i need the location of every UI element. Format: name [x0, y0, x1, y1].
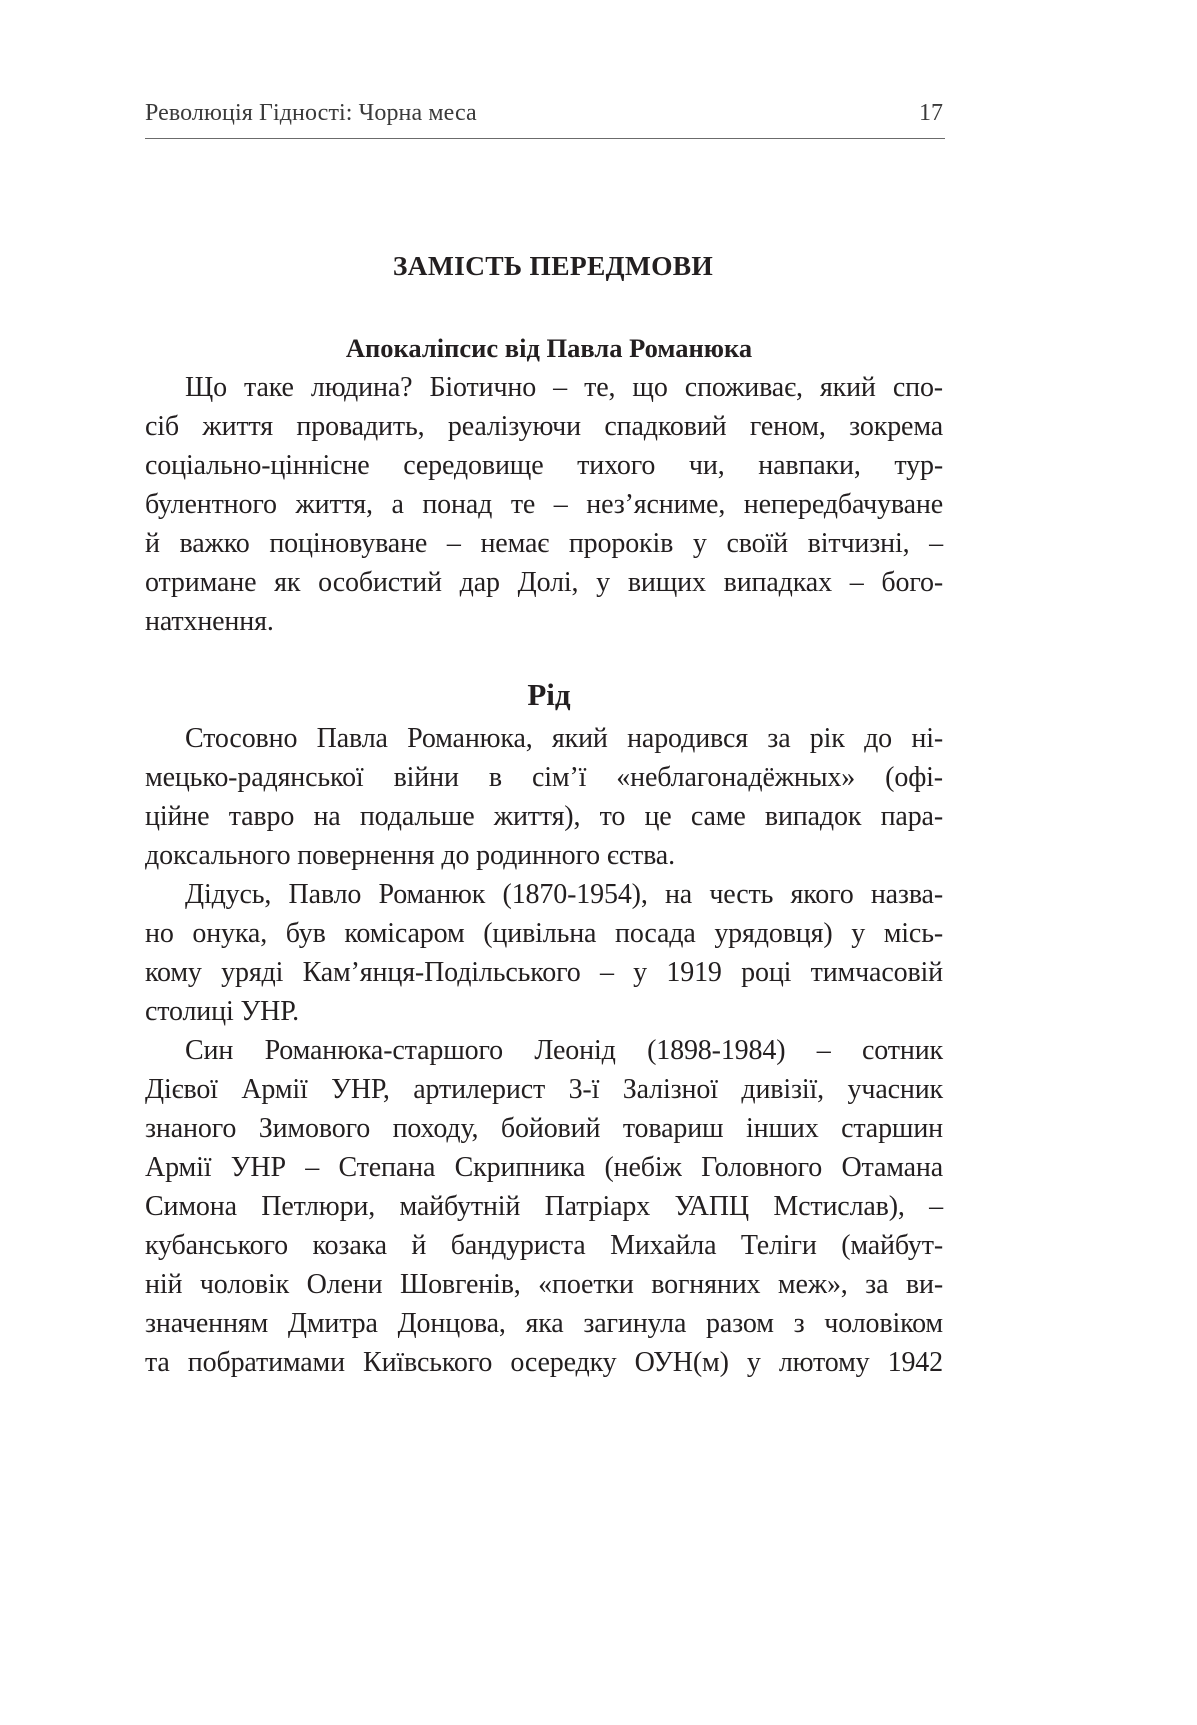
text-line: Армії УНР – Степана Скрипника (небіж Головного Отамана	[145, 1152, 943, 1183]
text-line: Дідусь, Павло Романюк (1870-1954), на честь якого назва-	[185, 879, 943, 910]
intro-paragraph	[145, 368, 943, 641]
text-line: булентного життя, а понад те – нез’ясниме, непередбачуване	[145, 489, 943, 520]
page-body	[145, 240, 943, 1382]
text-line: ційне тавро на подальше життя), то це саме випадок пара-	[145, 801, 943, 832]
text-line: кубанського козака й бандуриста Михайла Теліги (майбут-	[145, 1230, 943, 1261]
text-line: отримане як особистий дар Долі, у вищих випадках – бого-	[145, 567, 943, 598]
text-line: Стосовно Павла Романюка, який народився за рік до ні-	[185, 723, 943, 754]
text-line: сіб життя провадить, реалізуючи спадковий геном, зокрема	[145, 411, 943, 442]
chapter-heading: ЗАМІСТЬ ПЕРЕДМОВИ	[392, 250, 714, 281]
body-paragraph	[145, 1031, 943, 1382]
text-line: значенням Дмитра Донцова, яка загинула разом з чоловіком	[145, 1308, 943, 1339]
text-line: ній чоловік Олени Шовгенів, «поетки вогняних меж», за ви-	[145, 1269, 943, 1300]
section-heading: Рід	[527, 677, 571, 712]
text-line: й важко поціновуване – немає пророків у своїй вітчизні, –	[145, 528, 943, 559]
chapter-subheading: Апокаліпсис від Павла Романюка	[345, 333, 753, 363]
text-line: Що таке людина? Біотично – те, що споживає, який спо-	[185, 372, 943, 403]
page-number: 17	[919, 100, 943, 126]
text-line: столиці УНР.	[145, 996, 299, 1027]
body-paragraph	[145, 875, 943, 1031]
text-line: натхнення.	[145, 606, 274, 637]
text-line: но онука, був комісаром (цивільна посада урядовця) у місь-	[145, 918, 943, 949]
text-line: доксального повернення до родинного єства.	[145, 840, 675, 871]
text-line: знаного Зимового походу, бойовий товариш інших старшин	[145, 1113, 943, 1144]
text-line: Син Романюка-старшого Леонід (1898-1984) – сотник	[185, 1035, 943, 1066]
body-paragraph	[145, 719, 943, 875]
text-line: Дієвої Армії УНР, артилерист 3-ї Залізної дивізії, учасник	[145, 1074, 943, 1105]
running-header	[145, 98, 945, 139]
running-title: Революція Гідності: Чорна меса	[145, 100, 477, 126]
text-line: та побратимами Київського осередку ОУН(м) у лютому 1942	[145, 1347, 943, 1378]
text-line: Симона Петлюри, майбутній Патріарх УАПЦ Мстислав), –	[145, 1191, 943, 1222]
text-line: соціально-ціннісне середовище тихого чи, навпаки, тур-	[145, 450, 943, 481]
text-line: мецько-радянської війни в сім’ї «неблагонадёжных» (офі-	[145, 762, 943, 793]
text-line: кому уряді Кам’янця-Подільського – у 1919 році тимчасовій	[145, 957, 943, 988]
